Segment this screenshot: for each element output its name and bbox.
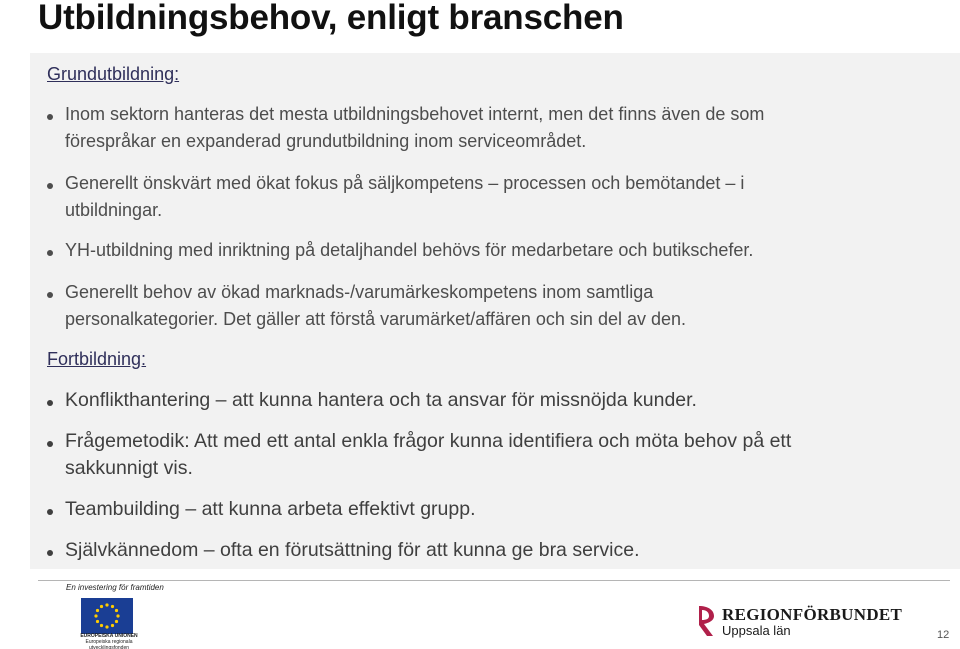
footer-divider <box>38 580 950 581</box>
list-item-text: utbildningar. <box>65 200 163 220</box>
slide-title: Utbildningsbehov, enligt branschen <box>38 0 624 37</box>
list-item-text: Konflikthantering – att kunna hantera och ta ansvar för missnöjda kunder. <box>65 389 697 411</box>
regionforbundet-emblem-icon <box>696 604 718 638</box>
bullet-icon <box>47 400 53 406</box>
bullet-icon <box>47 183 53 189</box>
bullet-icon <box>47 550 53 556</box>
bullet-icon <box>47 292 53 298</box>
list-item-text: YH-utbildning med inriktning på detaljhandel behövs för medarbetare och butikschefer. <box>65 240 754 260</box>
heading-grundutbildning: Grundutbildning: <box>47 64 180 84</box>
regionforbundet-name: REGIONFÖRBUNDET <box>722 605 903 624</box>
eu-sub2: utvecklingsfonden <box>88 645 130 649</box>
investing-tagline: En investering för framtiden <box>66 583 164 592</box>
list-item-text: Teambuilding – att kunna arbeta effektivt grupp. <box>65 498 476 520</box>
list-item-text: Frågemetodik: Att med ett antal enkla frågor kunna identifiera och möta behov på ett <box>65 430 792 452</box>
bullet-icon <box>47 509 53 515</box>
heading-fortbildning: Fortbildning: <box>47 349 147 369</box>
bullet-icon <box>47 114 53 120</box>
list-item-text: Inom sektorn hanteras det mesta utbildningsbehovet internt, men det finns även de som <box>65 104 765 124</box>
eu-caption <box>74 633 144 649</box>
bullet-icon <box>47 250 53 256</box>
list-item-text: Självkännedom – ofta en förutsättning för att kunna ge bra service. <box>65 539 640 561</box>
eu-sub1: Europeiska regionala <box>85 639 133 645</box>
list-item-text: sakkunnigt vis. <box>65 457 193 479</box>
page-number: 12 <box>937 629 950 641</box>
regionforbundet-region: Uppsala län <box>722 623 791 638</box>
list-item-text: förespråkar en expanderad grundutbildning inom serviceområdet. <box>65 131 587 151</box>
list-item-text: Generellt önskvärt med ökat fokus på säljkompetens – processen och bemötandet – i <box>65 173 745 193</box>
bullet-icon <box>47 441 53 447</box>
regionforbundet-logo <box>696 604 901 640</box>
list-item-text: Generellt behov av ökad marknads-/varumärkeskompetens inom samtliga <box>65 282 654 302</box>
list-item-text: personalkategorier. Det gäller att förstå varumärket/affären och sin del av den. <box>65 309 687 329</box>
eu-flag-icon <box>81 598 133 634</box>
eu-title: EUROPEISKA UNIONEN <box>80 633 138 639</box>
